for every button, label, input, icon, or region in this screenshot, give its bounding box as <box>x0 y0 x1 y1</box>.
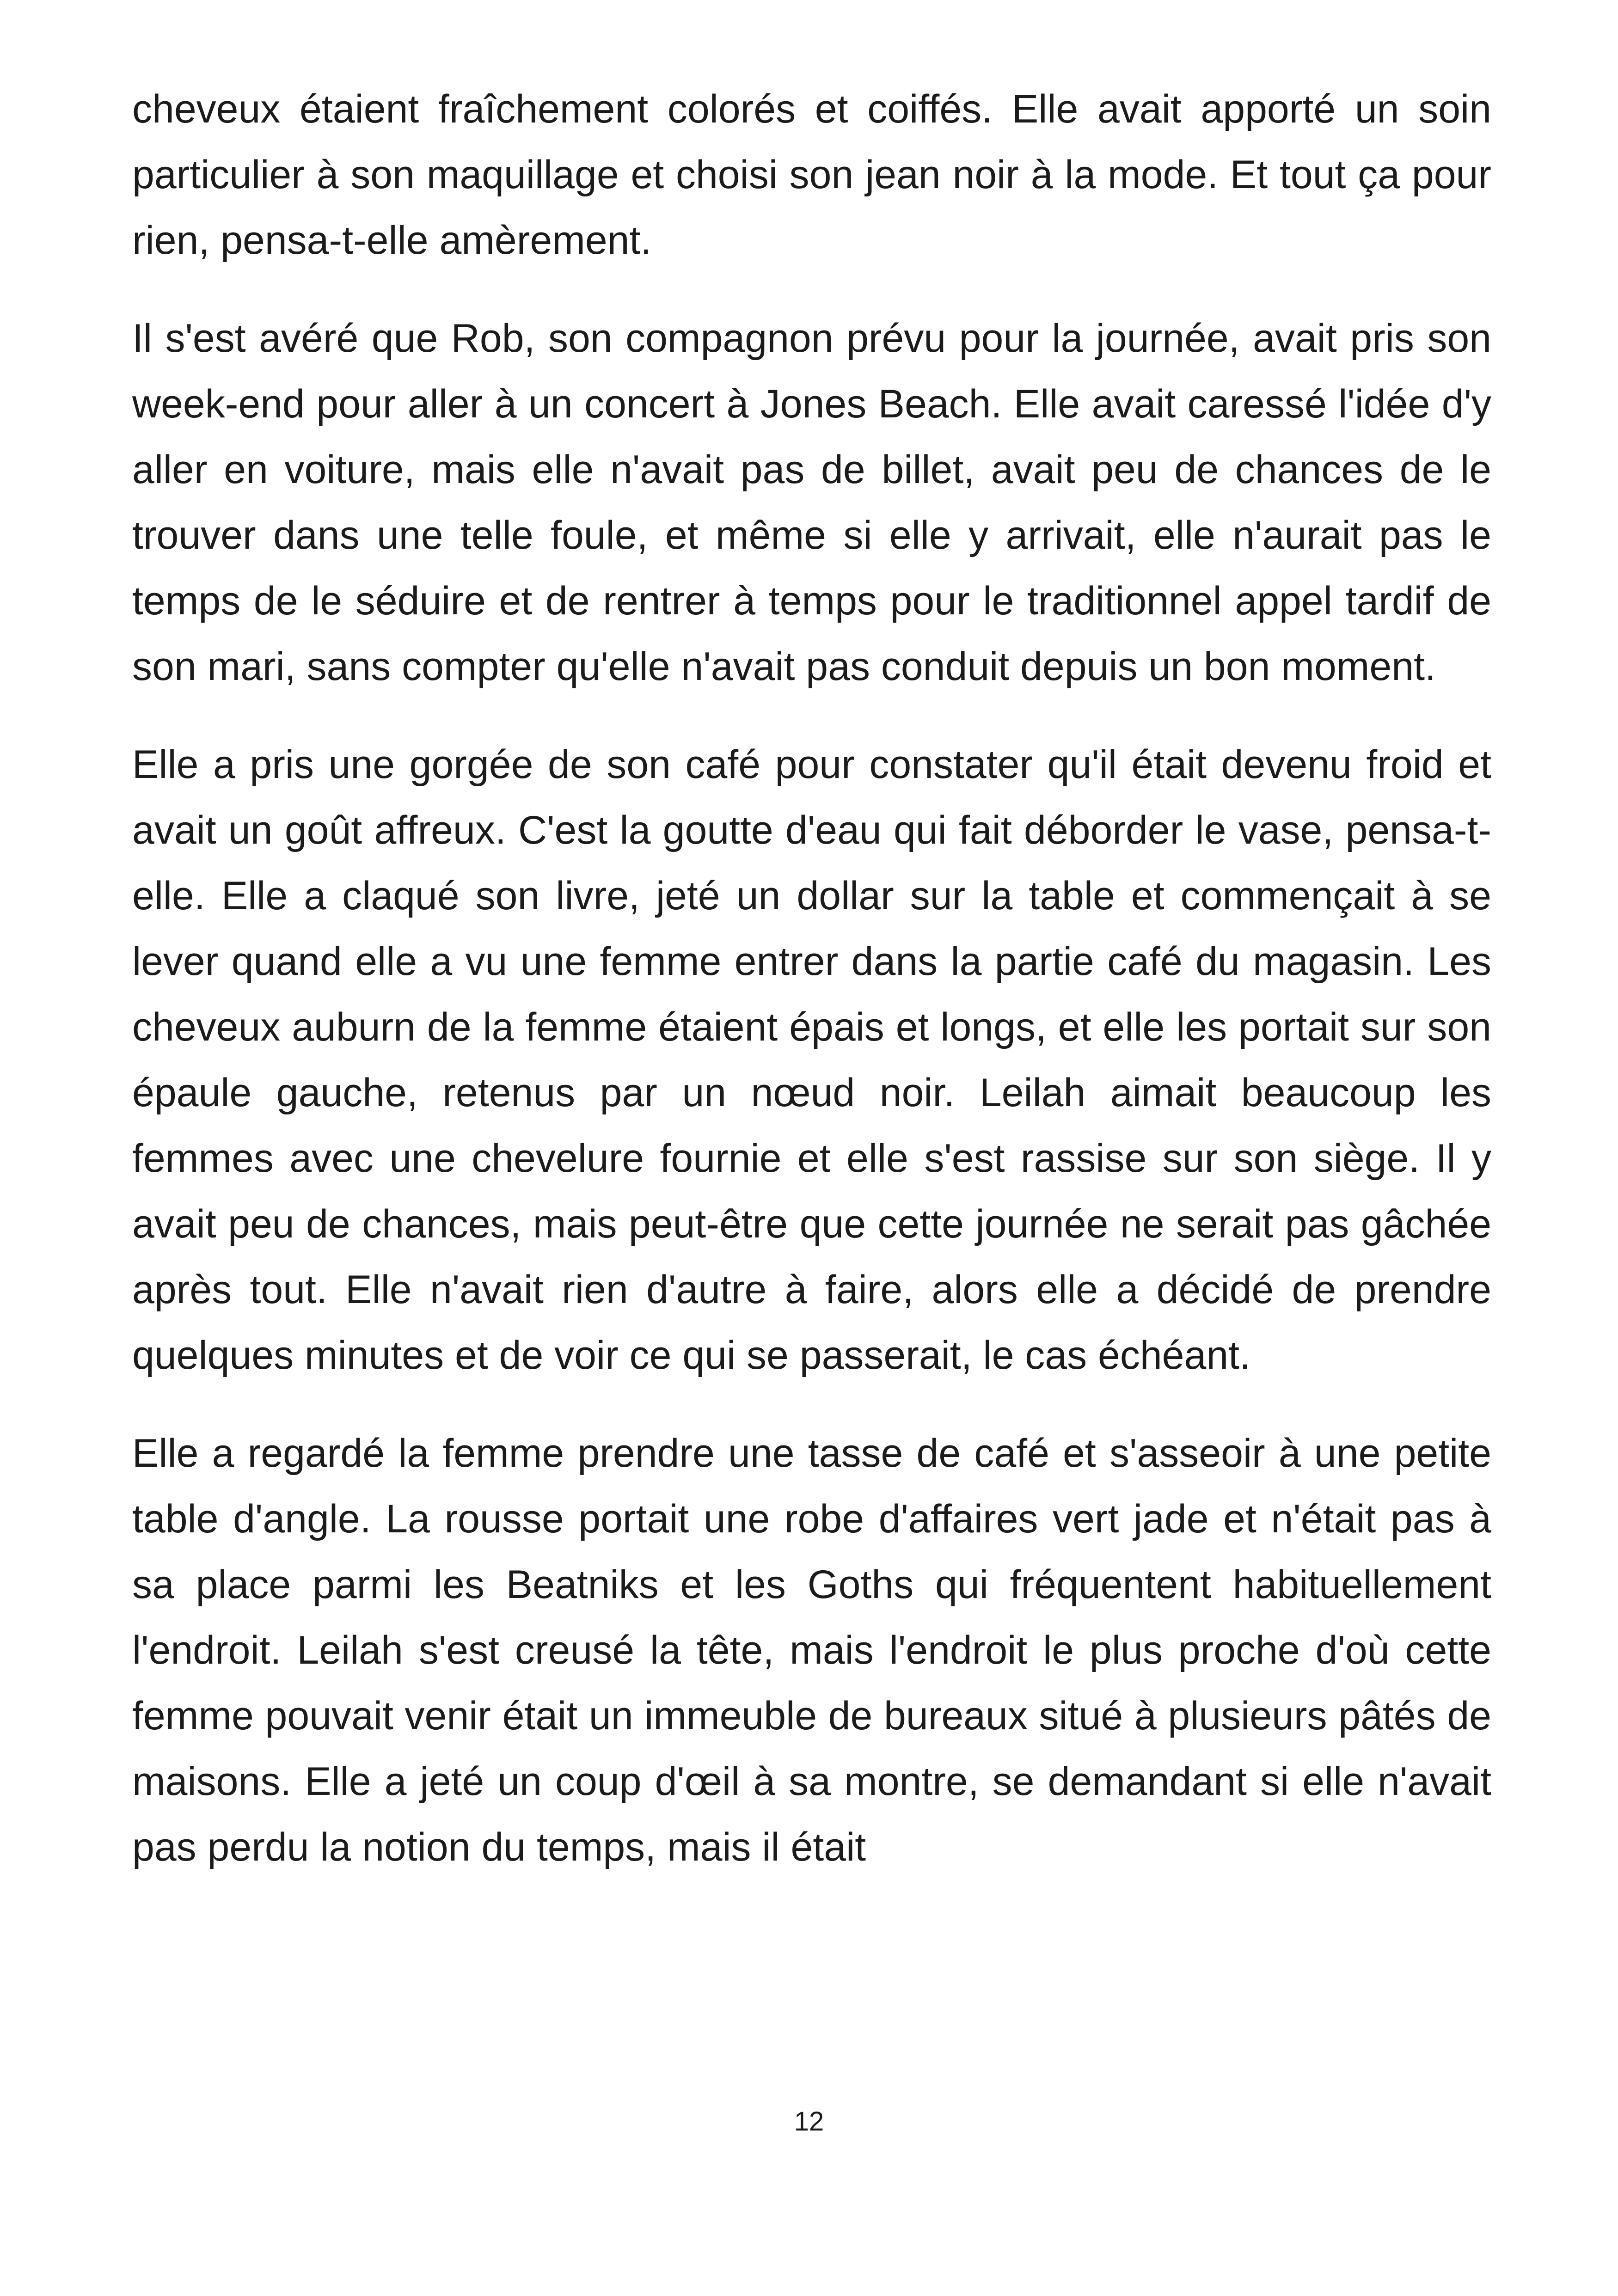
paragraph-3: Elle a pris une gorgée de son café pour constater qu'il était devenu froid et avait un goût affreux. C'est la goutte d'eau qui fait déborder le vase, pensa-t-elle. Elle a claqué son livre, jeté un dollar sur la table et commençait à se lever quand elle a vu une femme entrer dans la partie café du magasin. Les cheveux auburn de la femme étaient épais et longs, et elle les portait sur son épaule gauche, retenus par un nœud noir. Leilah aimait beaucoup les femmes avec une chevelure fournie et elle s'est rassise sur son siège. Il y avait peu de chances, mais peut-être que cette journée ne serait pas gâchée après tout. Elle n'avait rien d'autre à faire, alors elle a décidé de prendre quelques minutes et de voir ce qui se passerait, le cas échéant. <box>132 742 1491 1378</box>
paragraph-2: Il s'est avéré que Rob, son compagnon prévu pour la journée, avait pris son week-end pour aller à un concert à Jones Beach. Elle avait caressé l'idée d'y aller en voiture, mais elle n'avait pas de billet, avait peu de chances de le trouver dans une telle foule, et même si elle y arrivait, elle n'aurait pas le temps de le séduire et de rentrer à temps pour le traditionnel appel tardif de son mari, sans compter qu'elle n'avait pas conduit depuis un bon moment. <box>132 316 1491 689</box>
page-number: 12 <box>794 2106 824 2137</box>
paragraph-4: Elle a regardé la femme prendre une tasse de café et s'asseoir à une petite table d'angle. La rousse portait une robe d'affaires vert jade et n'était pas à sa place parmi les Beatniks et les Goths qui fréquentent habituellement l'endroit. Leilah s'est creusé la tête, mais l'endroit le plus proche d'où cette femme pouvait venir était un immeuble de bureaux situé à plusieurs pâtés de maisons. Elle a jeté un coup d'œil à sa montre, se demandant si elle n'avait pas perdu la notion du temps, mais il était <box>132 1431 1491 1869</box>
paragraph-1: cheveux étaient fraîchement colorés et coiffés. Elle avait apporté un soin particulier à son maquillage et choisi son jean noir à la mode. Et tout ça pour rien, pensa-t-elle amèrement. <box>132 87 1491 263</box>
body-text <box>132 76 1491 1880</box>
